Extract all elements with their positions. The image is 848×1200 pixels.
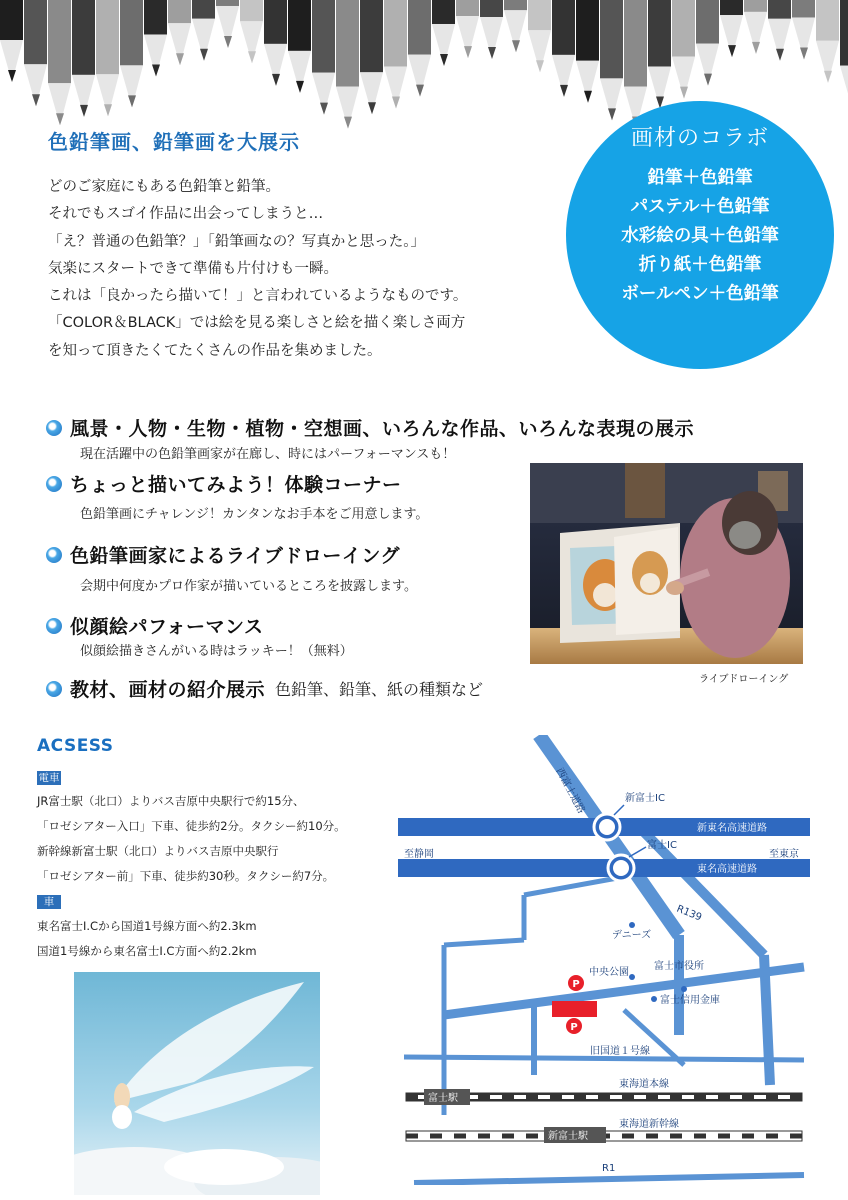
feature-subtitle: 色鉛筆画にチャレンジ！カンタンなお手本をご用意します。 [80, 507, 429, 522]
venue-marker [552, 1001, 597, 1017]
pencil [648, 0, 671, 108]
pencil [24, 0, 47, 106]
map-dot [681, 986, 687, 992]
materials-collab-circle [566, 101, 834, 369]
pencil [72, 0, 95, 117]
map-leader [629, 847, 646, 857]
pencil [624, 0, 647, 129]
train-text: 「ロゼシアター入口」下車、徒歩約2分。タクシー約10分。 [37, 819, 346, 833]
live-drawing-photo [530, 463, 803, 664]
map-road [404, 1057, 804, 1060]
feature-subtitle: 会期中何度かプロ作家が描いているところを披露します。 [80, 579, 417, 594]
feature-item [46, 414, 694, 441]
pencil [264, 0, 287, 86]
feature-title: 教材、画材の紹介展示 [70, 679, 266, 701]
train-text: JR富士駅（北口）よりバス吉原中央駅行で約15分、 [37, 794, 305, 808]
feature-item [46, 675, 483, 702]
feature-subtitle: 似顔絵描きさんがいる時はラッキー！（無料） [80, 644, 353, 659]
feature-title: 色鉛筆画家によるライブドローイング [70, 545, 400, 567]
pencil [840, 0, 848, 108]
map-label: 新富士IC [625, 793, 665, 804]
pencil [696, 0, 719, 86]
pencil [576, 0, 599, 103]
pencil [216, 0, 239, 48]
pencil [192, 0, 215, 61]
pencil [240, 0, 263, 63]
pencil [600, 0, 623, 120]
bullet-icon [46, 420, 62, 436]
intro-line: 「COLOR＆BLACK」では絵を見る楽しさと絵を描く楽しさ両方 [48, 315, 466, 332]
pencil [744, 0, 767, 54]
car-tag: 車 [37, 895, 61, 909]
pencil [96, 0, 119, 116]
train-tag: 電車 [38, 772, 60, 784]
pencil [504, 0, 527, 52]
pencil [792, 0, 815, 59]
feature-subtitle: 現在活躍中の色鉛筆画家が在廊し、時にはパーフォーマンスも！ [80, 447, 456, 462]
feature-item [46, 470, 402, 497]
pencil [360, 0, 383, 114]
pencil [48, 0, 71, 125]
map-label: 東名高速道路 [697, 864, 757, 875]
map-road [444, 940, 524, 945]
circle-item: 水彩絵の具＋色鉛筆 [621, 226, 779, 246]
train-text: 新幹線新富士駅（北口）よりバス吉原中央駅行 [37, 844, 279, 858]
intro-line: これは「良かったら描いて！」と言われているようなものです。 [48, 288, 468, 305]
map-label: 西富士道路 [553, 766, 587, 816]
pencil [816, 0, 839, 83]
feature-title: 似顔絵パフォーマンス [70, 616, 264, 638]
photo-caption: ライブドローイング [699, 674, 789, 685]
feature-suffix: 色鉛筆、鉛筆、紙の種類など [275, 680, 484, 699]
pencil [384, 0, 407, 108]
circle-item: ボールペン＋色鉛筆 [621, 284, 779, 304]
pencil [312, 0, 335, 115]
intro-line: 気楽にスタートできて準備も片付けも一瞬。 [48, 260, 338, 277]
intro-line: 「え？普通の色鉛筆？」「鉛筆画なの？写真かと思った。」 [48, 233, 425, 250]
bullet-icon [46, 681, 62, 697]
feature-item [46, 612, 263, 639]
map-label: 中央公園 [589, 967, 629, 978]
pencil [0, 0, 23, 82]
map-label: 富士市役所 [654, 961, 704, 972]
pencil [288, 0, 311, 93]
car-text: 国道1号線から東名富士I.C方面へ約2.2km [37, 944, 257, 958]
map-label: デニーズ [612, 930, 652, 941]
map-label: 至静岡 [404, 849, 434, 860]
map-label: 富士信用金庫 [660, 995, 720, 1006]
map-dot [651, 996, 657, 1002]
map-road [414, 1175, 804, 1183]
pencil [336, 0, 359, 129]
pencil [432, 0, 455, 66]
pencil [480, 0, 503, 59]
pencil [456, 0, 479, 58]
pencil [672, 0, 695, 99]
intro-text [48, 174, 548, 365]
interchange-icon [599, 819, 615, 835]
map-label: 東海道本線 [619, 1079, 669, 1090]
circle-item: 折り紙＋色鉛筆 [638, 255, 762, 275]
pencil [552, 0, 575, 97]
map-dot [629, 922, 635, 928]
bullet-icon [46, 476, 62, 492]
parking-label: P [570, 1022, 578, 1033]
map-leader [614, 805, 624, 815]
pencil [768, 0, 791, 61]
map-label: 東海道新幹線 [619, 1119, 679, 1130]
train-text: 「ロゼシアター前」下車、徒歩約30秒。タクシー約7分。 [37, 869, 335, 883]
pencil [408, 0, 431, 97]
access-map [384, 735, 824, 1185]
circle-item: 鉛筆＋色鉛筆 [647, 168, 753, 188]
bullet-icon [46, 547, 62, 563]
map-dot [629, 974, 635, 980]
pencil [120, 0, 143, 107]
interchange-icon [613, 860, 629, 876]
map-label: R139 [674, 903, 704, 924]
feature-title: ちょっと描いてみよう！体験コーナー [70, 474, 402, 496]
access-heading: ACSESS [37, 736, 114, 756]
circle-title: 画材のコラボ [630, 126, 769, 151]
car-text: 東名富士I.Cから国道1号線方面へ約2.3km [37, 919, 257, 933]
pencil [720, 0, 743, 57]
parking-label: P [572, 979, 580, 990]
pencil [528, 0, 551, 72]
intro-line: どのご家庭にもある色鉛筆と鉛筆。 [48, 179, 280, 195]
pencil [144, 0, 167, 76]
map-label: 富士駅 [428, 1093, 458, 1104]
angel-artwork [74, 972, 320, 1195]
circle-item: パステル＋色鉛筆 [630, 197, 770, 217]
map-label: R1 [602, 1163, 616, 1174]
map-label: 至東京 [769, 849, 799, 860]
intro-line: それでもスゴイ作品に出会ってしまうと… [48, 206, 324, 223]
map-label: 新東名高速道路 [697, 823, 767, 834]
map-label: 富士IC [647, 840, 677, 851]
feature-title: 風景・人物・生物・植物・空想画、いろんな作品、いろんな表現の展示 [70, 418, 695, 440]
feature-item [46, 541, 400, 568]
intro-line: を知って頂きたくてたくさんの作品を集めました。 [48, 342, 382, 359]
map-label: 旧国道１号線 [590, 1046, 650, 1057]
headline: 色鉛筆画、鉛筆画を大展示 [48, 130, 300, 154]
map-label: 新富士駅 [548, 1131, 588, 1142]
bullet-icon [46, 618, 62, 634]
pencil [168, 0, 191, 65]
